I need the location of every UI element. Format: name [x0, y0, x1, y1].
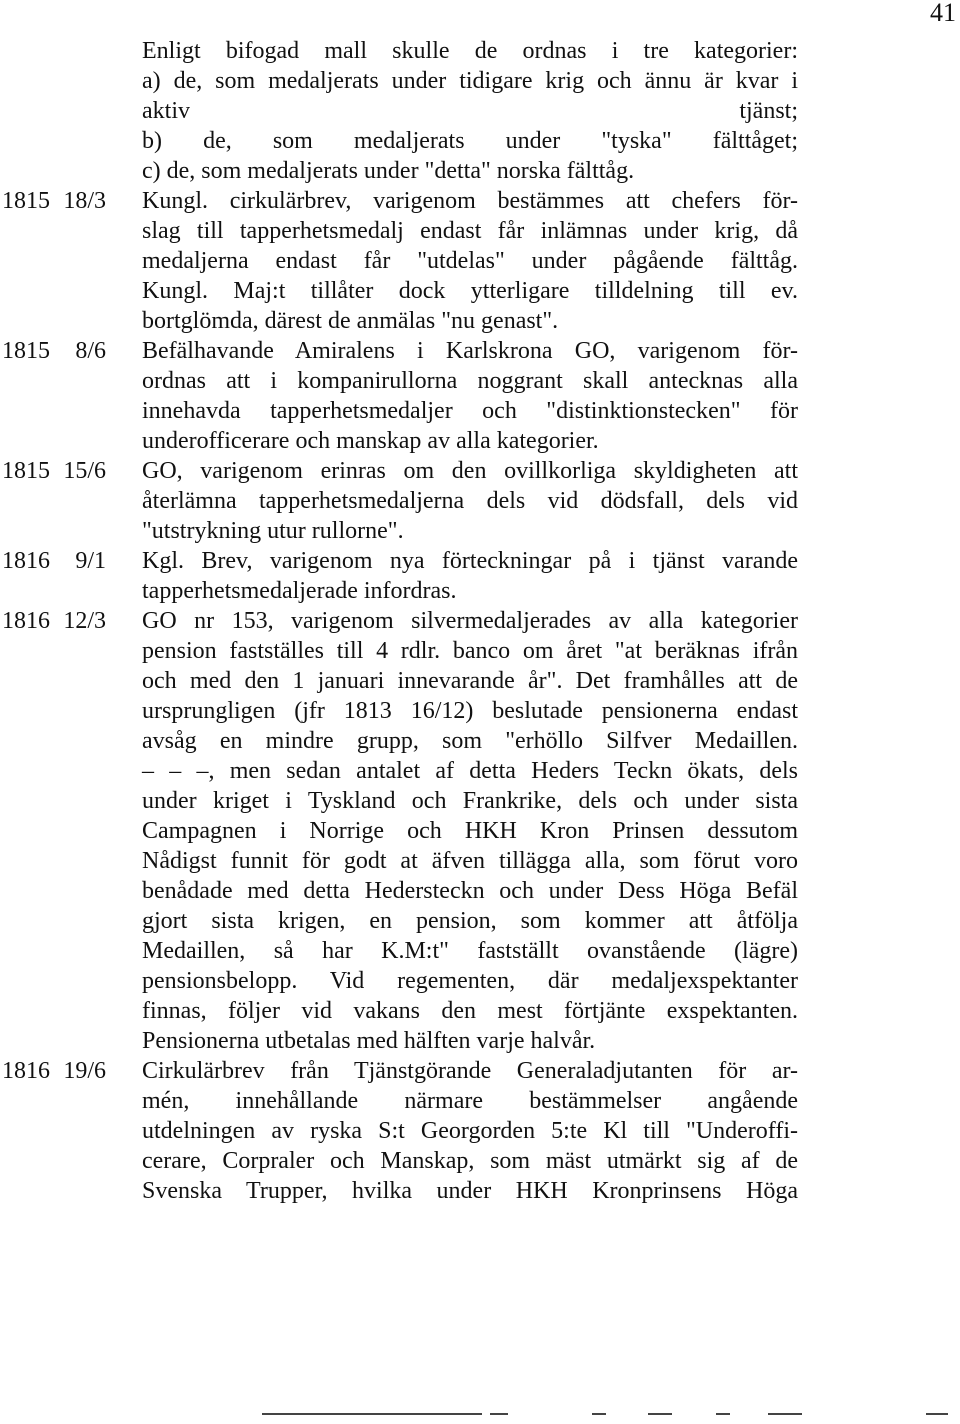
text-line: Kungl. Maj:t tillåter dock ytterligare tilldelning till ev. — [142, 278, 798, 304]
entry-year: 1815 — [2, 458, 50, 484]
text-line: tapperhetsmedaljerade infordras. — [142, 578, 457, 604]
footer-rule — [262, 1413, 482, 1415]
text-line: Pensionerna utbetalas med hälften varje halvår. — [142, 1028, 596, 1054]
text-line: och med den 1 januari innevarande år". Det framhålles att de — [142, 668, 798, 694]
entry-day: 8/6 — [75, 338, 106, 364]
chronology-list — [0, 36, 960, 1206]
text-line: Cirkulärbrev från Tjänstgörande Generaladjutanten för ar- — [142, 1058, 798, 1084]
entry-text — [142, 186, 798, 336]
entry-text — [142, 1056, 798, 1206]
footer-rule — [768, 1413, 802, 1415]
entry-year: 1815 — [2, 188, 50, 214]
text-line: – – –, men sedan antalet af detta Heders Teckn ökats, dels — [142, 758, 798, 784]
chronology-entry — [0, 36, 960, 186]
entry-date — [0, 186, 142, 216]
entry-date — [0, 336, 142, 366]
text-line: GO nr 153, varigenom silvermedaljerades av alla kategorier — [142, 608, 798, 634]
entry-date — [0, 36, 142, 66]
text-line: Enligt bifogad mall skulle de ordnas i tre kategorier: — [142, 38, 798, 64]
chronology-entry — [0, 186, 960, 336]
text-line: Befälhavande Amiralens i Karlskrona GO, varigenom för- — [142, 338, 798, 364]
entry-year: 1816 — [2, 548, 50, 574]
entry-text — [142, 456, 798, 546]
entry-date — [0, 546, 142, 576]
entry-text — [142, 606, 798, 1056]
entry-day: 19/6 — [63, 1058, 106, 1084]
entry-year: 1816 — [2, 608, 50, 634]
text-line: b) de, som medaljerats under "tyska" fälttåget; — [142, 128, 798, 154]
footer-rule — [648, 1413, 672, 1415]
text-line: Kungl. cirkulärbrev, varigenom bestämmes att chefers för- — [142, 188, 798, 214]
entry-day: 18/3 — [63, 188, 106, 214]
text-line: Nådigst funnit för godt at äfven tillägga alla, som förut voro — [142, 848, 798, 874]
text-line: aktiv tjänst; — [142, 98, 798, 124]
chronology-entry — [0, 336, 960, 456]
footer-rule — [716, 1413, 730, 1415]
text-line: innehavda tapperhetsmedaljer och "distinktionstecken" för — [142, 398, 798, 424]
entry-text — [142, 36, 798, 186]
text-line: cerare, Corpraler och Manskap, som mäst utmärkt sig af de — [142, 1148, 798, 1174]
text-line: slag till tapperhetsmedalj endast får inlämnas under krig, då — [142, 218, 798, 244]
text-line: finnas, följer vid vakans den mest förtjänte exspektanten. — [142, 998, 798, 1024]
text-line: Svenska Trupper, hvilka under HKH Kronprinsens Höga — [142, 1178, 798, 1204]
page-number: 41 — [930, 0, 956, 27]
text-line: mén, innehållande närmare bestämmelser angående — [142, 1088, 798, 1114]
entry-text — [142, 336, 798, 456]
text-line: avsåg en mindre grupp, som "erhöllo Silfver Medaillen. — [142, 728, 798, 754]
entry-text — [142, 546, 798, 606]
text-line: Kgl. Brev, varigenom nya förteckningar på i tjänst varande — [142, 548, 798, 574]
text-line: Medaillen, så har K.M:t" fastställt ovanstående (lägre) — [142, 938, 798, 964]
text-line: ordnas att i kompanirullorna noggrant skall antecknas alla — [142, 368, 798, 394]
text-line: återlämna tapperhetsmedaljerna dels vid dödsfall, dels vid — [142, 488, 798, 514]
footer-rule — [592, 1413, 606, 1415]
text-line: bortglömda, därest de anmälas "nu genast". — [142, 308, 559, 334]
chronology-entry — [0, 1056, 960, 1206]
text-line: medaljerna endast får "utdelas" under pågående fälttåg. — [142, 248, 798, 274]
entry-year: 1816 — [2, 1058, 50, 1084]
text-line: under kriget i Tyskland och Frankrike, dels och under sista — [142, 788, 798, 814]
footer-rule — [926, 1413, 948, 1415]
text-line: "utstrykning utur rullorne". — [142, 518, 404, 544]
text-line: underofficerare och manskap av alla kategorier. — [142, 428, 599, 454]
entry-day: 12/3 — [63, 608, 106, 634]
entry-day: 9/1 — [75, 548, 106, 574]
entry-date — [0, 606, 142, 636]
text-line: Campagnen i Norrige och HKH Kron Prinsen dessutom — [142, 818, 798, 844]
entry-date — [0, 456, 142, 486]
chronology-entry — [0, 606, 960, 1056]
text-line: ursprungligen (jfr 1813 16/12) beslutade pensionerna endast — [142, 698, 798, 724]
text-line: GO, varigenom erinras om den ovillkorliga skyldigheten att — [142, 458, 798, 484]
text-line: utdelningen av ryska S:t Georgorden 5:te Kl till "Underoffi- — [142, 1118, 798, 1144]
chronology-entry — [0, 456, 960, 546]
text-line: c) de, som medaljerats under "detta" norska fälttåg. — [142, 158, 635, 184]
entry-date — [0, 1056, 142, 1086]
text-line: a) de, som medaljerats under tidigare krig och ännu är kvar i — [142, 68, 798, 94]
entry-year: 1815 — [2, 338, 50, 364]
text-line: gjort sista krigen, en pension, som kommer att åtfölja — [142, 908, 798, 934]
text-line: benådade med detta Hedersteckn och under Dess Höga Befäl — [142, 878, 798, 904]
text-line: pension fastställes till 4 rdlr. banco om året "at beräknas ifrån — [142, 638, 798, 664]
text-line: pensionsbelopp. Vid regementen, där medaljexspektanter — [142, 968, 798, 994]
entry-day: 15/6 — [63, 458, 106, 484]
chronology-entry — [0, 546, 960, 606]
footer-rule — [490, 1413, 508, 1415]
